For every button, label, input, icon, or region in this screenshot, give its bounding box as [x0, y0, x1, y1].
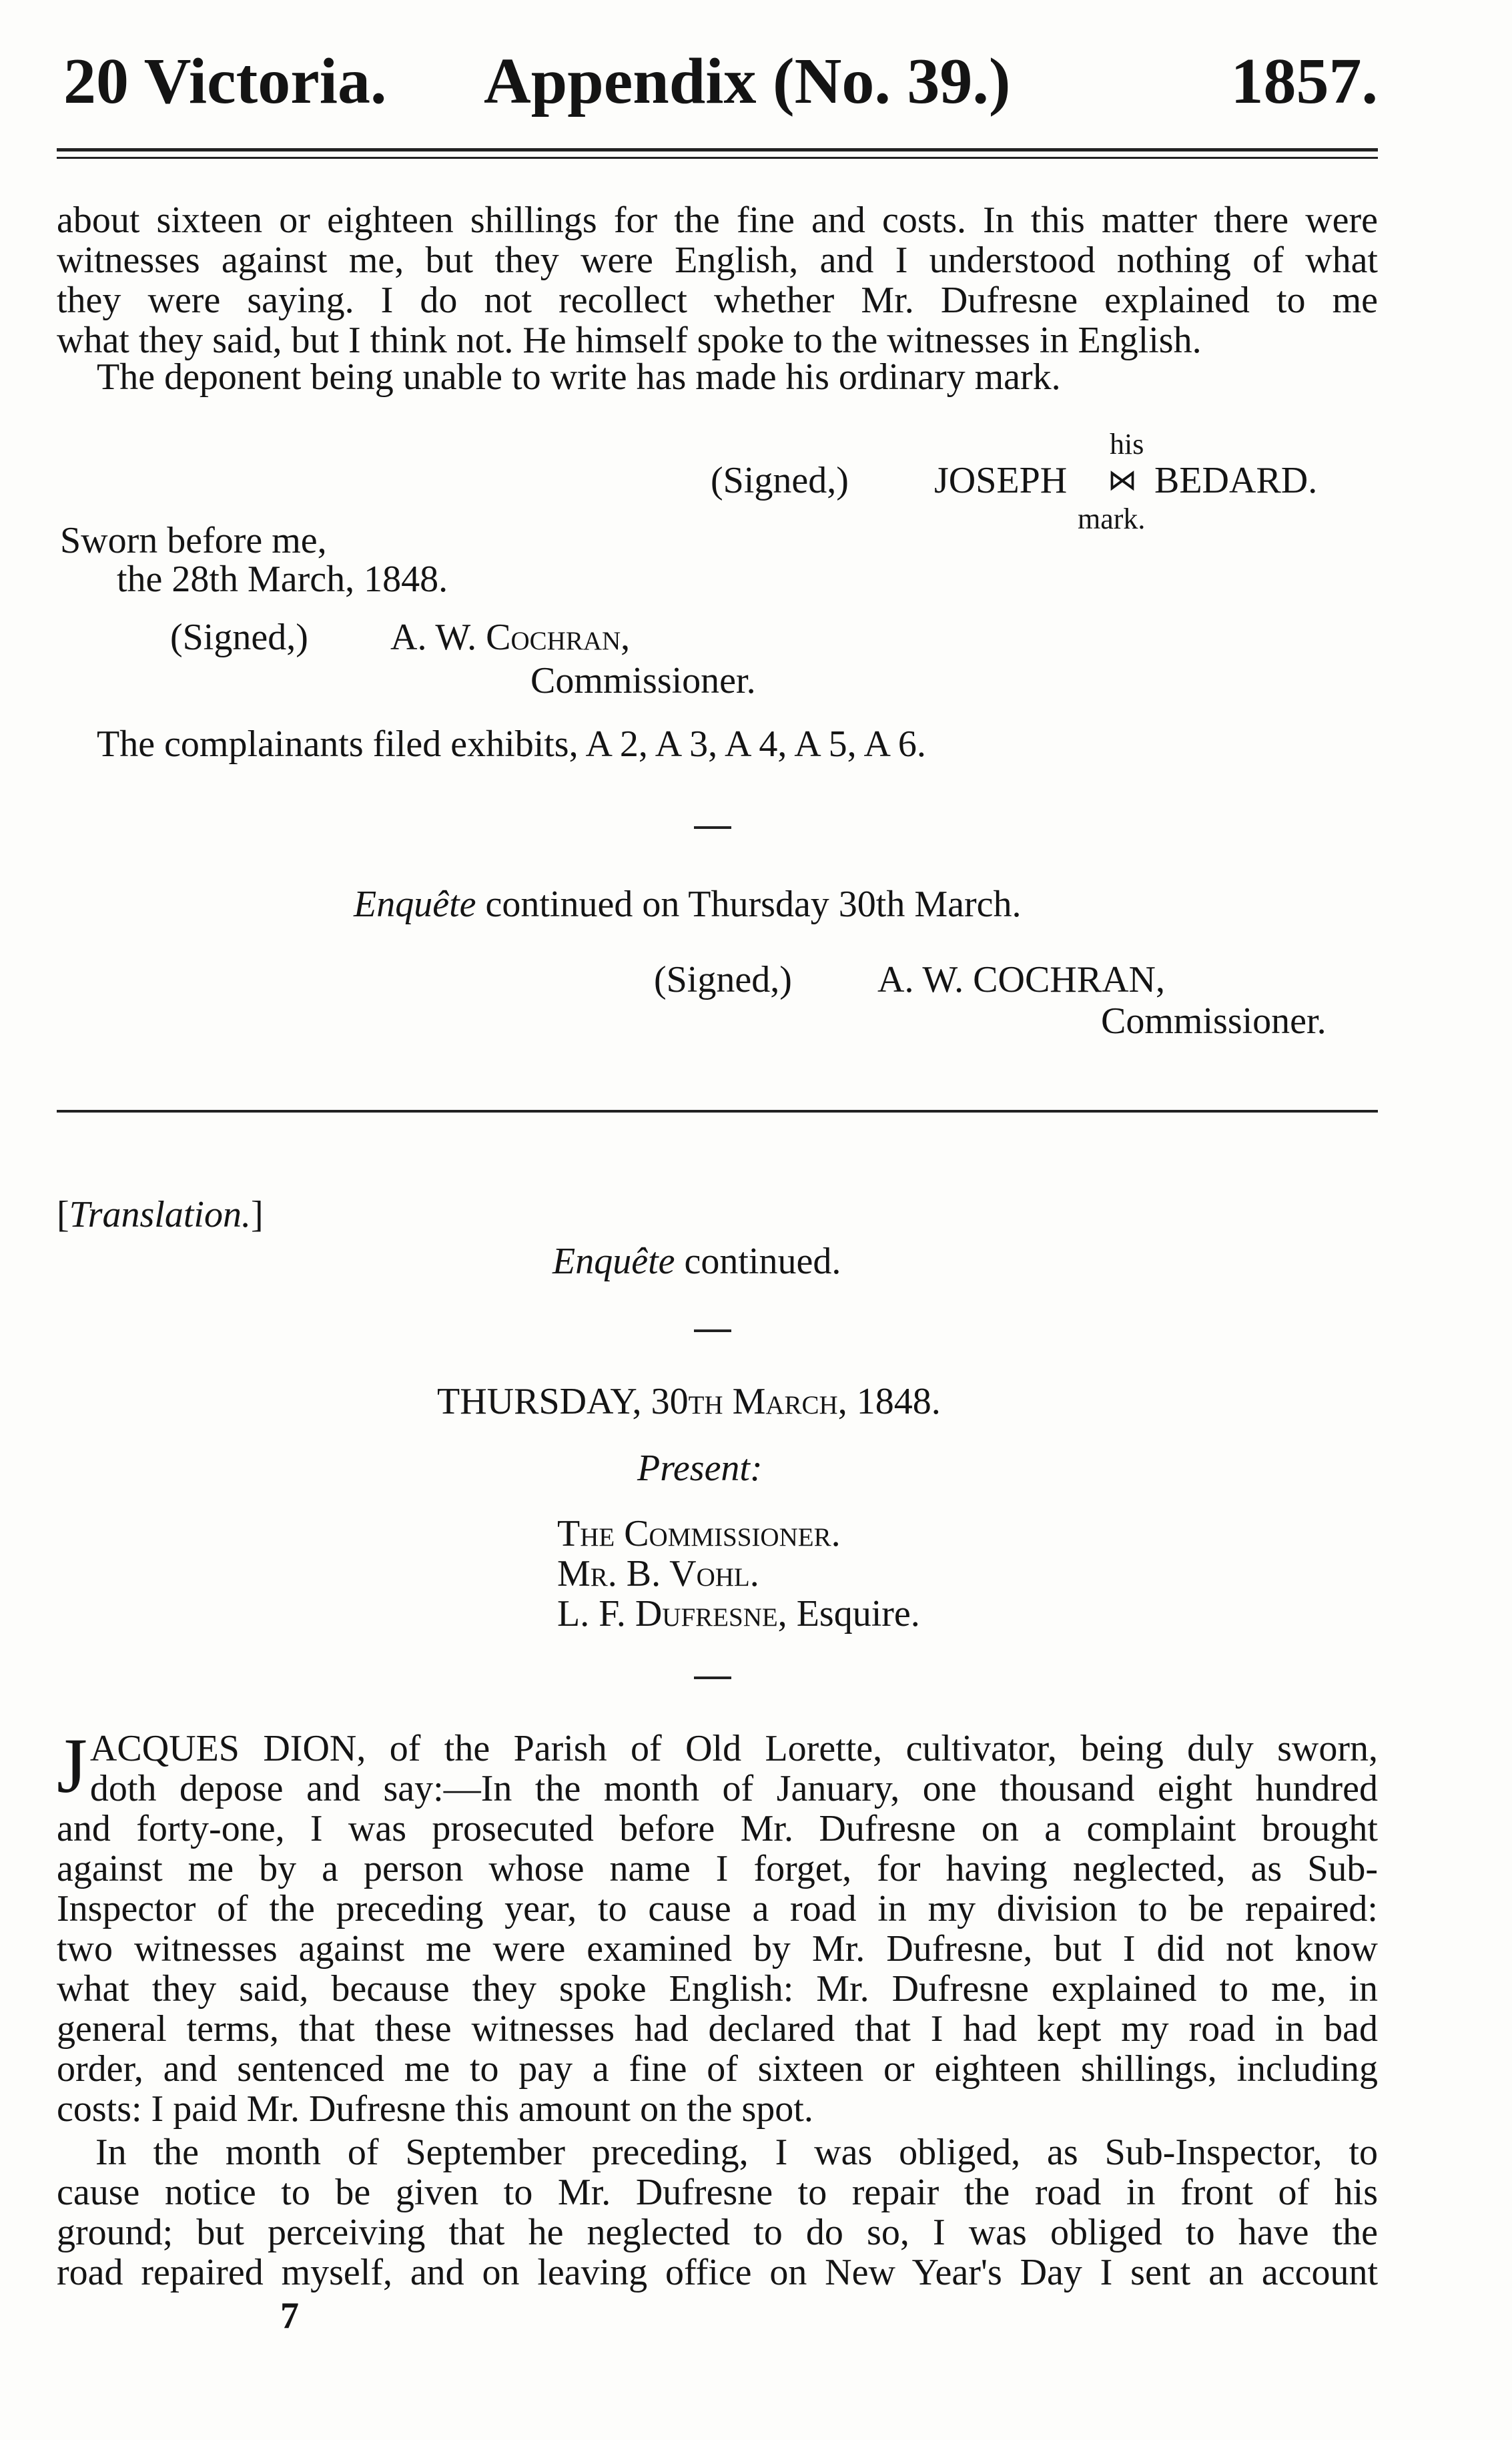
text-line: doth depose and say:—In the month of January, one thousand eight hundred [89, 1768, 1378, 1809]
date-month: March, [732, 1381, 847, 1422]
text-line: order, and sentenced me to pay a fine of sixteen or eighteen shillings, including [57, 2048, 1378, 2090]
text-line: general terms, that these witnesses had declared that I had kept my road in bad [57, 2008, 1378, 2050]
present-vohl: Mr. B. Vohl. [557, 1553, 759, 1594]
enquete-word: Enquête [552, 1241, 675, 1282]
text-line: they were saying. I do not recollect whether Mr. Dufresne explained to me [57, 280, 1378, 321]
signature-his: his [1110, 428, 1144, 461]
continuation-title: Commissioner. [1101, 1000, 1327, 1042]
header-rule-top [57, 148, 1378, 151]
section-dash [694, 1329, 731, 1332]
running-header [57, 41, 1378, 121]
present-list [557, 1514, 920, 1634]
text-line: what they said, because they spoke English: Mr. Dufresne explained to me, in [57, 1968, 1378, 2010]
text-line: road repaired myself, and on leaving office on New Year's Day I sent an account [57, 2252, 1378, 2293]
section-dash [694, 1676, 731, 1679]
text-line: ground; but perceiving that he neglected to do so, I was obliged to have the [57, 2212, 1378, 2253]
present-dufresne-name: L. F. Dufresne, [557, 1593, 787, 1634]
present-dufresne-suffix: Esquire. [787, 1593, 920, 1634]
date-year: 1848. [856, 1381, 941, 1422]
text-line: and forty-one, I was prosecuted before Mr. Dufresne on a complaint brought [57, 1808, 1378, 1849]
header-session: 20 Victoria. [63, 45, 387, 117]
signature-mark-cross: ⋈ [1108, 464, 1137, 497]
enquete-word: Enquête [354, 884, 476, 925]
deposition-paragraph-1 [57, 1722, 1378, 2130]
date-number: 30th [651, 1381, 723, 1422]
text-line: what they said, but I think not. He himself spoke to the witnesses in English. [57, 320, 1202, 361]
text-line: about sixteen or eighteen shillings for the fine and costs. In this matter there were [57, 200, 1378, 241]
sworn-date: the 28th March, 1848. [117, 559, 448, 600]
text-line: Inspector of the preceding year, to cause a road in my division to be repaired: [57, 1888, 1378, 1929]
enquete-continued-line [354, 884, 1022, 924]
signature-mark-word: mark. [1078, 503, 1146, 535]
signature-mark: 7 [280, 2295, 299, 2337]
header-year: 1857. [1230, 45, 1378, 117]
exhibits-statement: The complainants filed exhibits, A 2, A 3, A 4, A 5, A 6. [97, 723, 926, 765]
continuation-signed: (Signed,) [654, 959, 792, 1000]
enquete-continued-text: continued on Thursday 30th March. [485, 884, 1022, 925]
text-line: In the month of September preceding, I was obliged, as Sub-Inspector, to [95, 2132, 1378, 2173]
drop-cap: J [57, 1722, 87, 1809]
translation-label: [Translation.] [57, 1194, 264, 1235]
commissioner-signed: (Signed,) [170, 617, 308, 658]
text-line: cause notice to be given to Mr. Dufresne to repair the road in front of his [57, 2172, 1378, 2213]
present-dufresne [557, 1594, 920, 1634]
continued-word: continued. [684, 1241, 841, 1282]
signature-signed: (Signed,) [711, 460, 849, 501]
signature-last-name: BEDARD. [1154, 460, 1318, 501]
section-rule [57, 1110, 1378, 1113]
header-appendix: Appendix (No. 39.) [484, 45, 1011, 117]
present-label: Present: [637, 1448, 763, 1489]
commissioner-name: A. W. Cochran, [390, 617, 631, 658]
commissioner-title: Commissioner. [530, 660, 756, 701]
text-line: against me by a person whose name I forget, for having neglected, as Sub- [57, 1848, 1378, 1889]
text-line: witnesses against me, but they were English, and I understood nothing of what [57, 240, 1378, 281]
enquete-continued-heading [552, 1241, 841, 1281]
sitting-date [437, 1382, 941, 1422]
section-dash [694, 826, 731, 829]
text-line: ACQUES DION, of the Parish of Old Lorette, cultivator, being duly sworn, [89, 1728, 1378, 1769]
deposition-paragraph-2 [57, 2132, 1378, 2293]
date-day: THURSDAY, [437, 1381, 642, 1422]
text-line: costs: I paid Mr. Dufresne this amount on the spot. [57, 2088, 813, 2130]
translation-word: Translation. [69, 1194, 251, 1235]
continuation-name: A. W. COCHRAN, [877, 959, 1165, 1000]
affidavit-end-paragraph [57, 200, 1378, 360]
mark-statement: The deponent being unable to write has made his ordinary mark. [97, 356, 1061, 398]
signature-first-name: JOSEPH [934, 460, 1068, 501]
present-commissioner: The Commissioner. [557, 1513, 841, 1554]
text-line: two witnesses against me were examined by Mr. Dufresne, but I did not know [57, 1928, 1378, 1969]
sworn-before: Sworn before me, [60, 520, 327, 561]
header-rule-bottom [57, 157, 1378, 159]
